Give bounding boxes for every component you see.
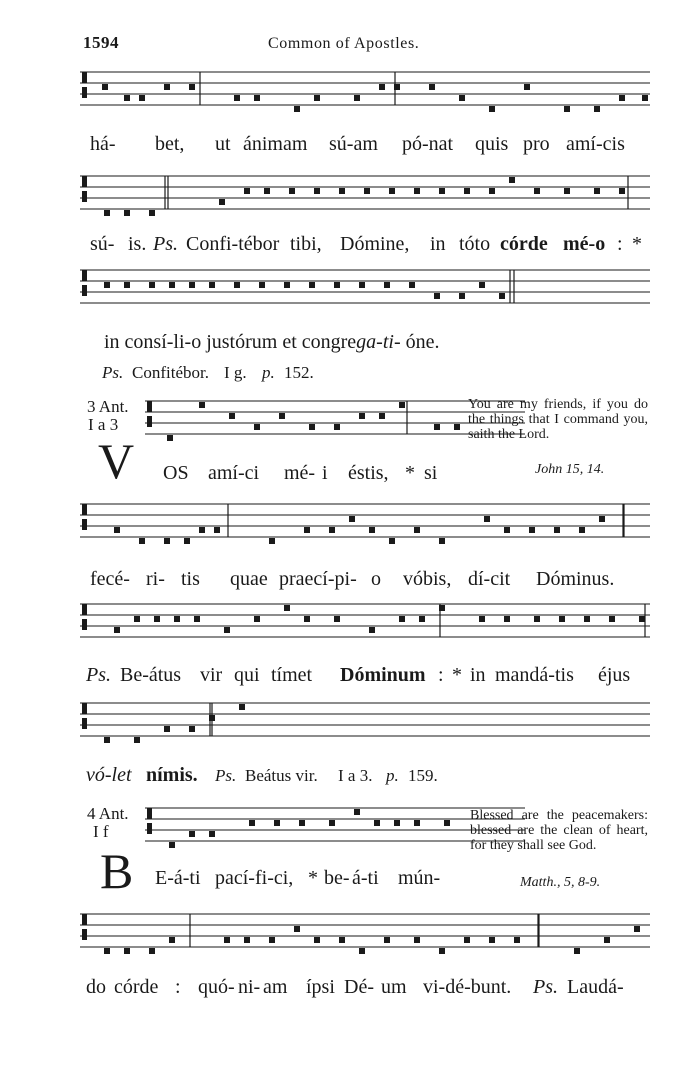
neume-note <box>139 538 145 544</box>
neume-note <box>239 704 245 710</box>
neume-note <box>224 937 230 943</box>
clef-icon <box>82 703 87 729</box>
music-staff-7 <box>80 695 650 759</box>
lyric-line-6 <box>0 664 681 694</box>
neume-note <box>269 538 275 544</box>
neume-note <box>534 616 540 622</box>
psalm-marker: Ps. <box>533 976 558 998</box>
psalm-reference-2 <box>0 766 681 796</box>
syllable: tibi, <box>290 233 322 255</box>
syllable: pro <box>523 133 550 155</box>
neume-note <box>429 84 435 90</box>
clef-icon <box>82 176 87 202</box>
neume-note <box>189 726 195 732</box>
asterisk: * <box>405 462 415 484</box>
neume-note <box>254 424 260 430</box>
syllable: sú-am <box>329 133 378 155</box>
neume-note <box>114 627 120 633</box>
lyric-line-1 <box>0 133 681 163</box>
syllable-accent: Dóminum <box>340 664 426 686</box>
neume-note <box>164 538 170 544</box>
syllable: mún- <box>398 867 441 889</box>
neume-note <box>489 188 495 194</box>
ref-text: Confitébor. <box>132 363 209 382</box>
lyric-line-3 <box>0 331 681 361</box>
syllable: bet, <box>155 133 185 155</box>
lyric-line-8 <box>0 867 681 897</box>
music-staff-1 <box>80 64 650 128</box>
lyric-line-5 <box>0 568 681 598</box>
neume-note <box>309 282 315 288</box>
neume-note <box>484 516 490 522</box>
neume-note <box>594 188 600 194</box>
neume-note <box>124 210 130 216</box>
neume-note <box>364 188 370 194</box>
neume-note <box>254 95 260 101</box>
syllable: vir <box>200 664 223 686</box>
neume-note <box>504 527 510 533</box>
syllable-accent: córde <box>500 233 548 255</box>
neume-note <box>434 424 440 430</box>
syllable: ni- <box>238 976 261 998</box>
neume-note <box>284 282 290 288</box>
antiphon-number: 4 Ant. <box>87 804 129 823</box>
clef-icon <box>147 401 152 427</box>
neume-note <box>434 293 440 299</box>
neume-note <box>439 948 445 954</box>
neume-note <box>579 527 585 533</box>
syllable: OS <box>163 462 189 484</box>
neume-note <box>134 737 140 743</box>
ref-num: 152. <box>284 363 314 382</box>
neume-note <box>389 538 395 544</box>
neume-note <box>399 616 405 622</box>
asterisk: * <box>452 664 462 686</box>
neume-note <box>149 282 155 288</box>
syllable: mandá-tis <box>495 664 574 686</box>
clef-icon <box>82 270 87 296</box>
neume-note <box>224 627 230 633</box>
ref-tone: I a 3. <box>338 766 373 785</box>
antiphon-mode: I a 3 <box>88 415 119 434</box>
neume-note <box>394 820 400 826</box>
syllable: vi-dé-bunt. <box>423 976 512 998</box>
page-title: Common of Apostles. <box>268 35 420 52</box>
ref-ps: Ps. <box>215 766 237 785</box>
neume-note <box>359 282 365 288</box>
neume-note <box>164 84 170 90</box>
syllable: in <box>430 233 446 255</box>
neume-note <box>384 282 390 288</box>
syllable: pací-fi-ci, <box>215 867 294 889</box>
syllable: Laudá- <box>567 976 624 998</box>
neume-note <box>104 737 110 743</box>
neume-note <box>584 616 590 622</box>
neume-note <box>329 527 335 533</box>
syllable: tóto <box>459 233 491 255</box>
neume-note <box>524 84 530 90</box>
neume-note <box>419 616 425 622</box>
neume-note <box>389 188 395 194</box>
neume-note <box>314 188 320 194</box>
psalm-marker: Ps. <box>153 233 178 255</box>
neume-note <box>339 188 345 194</box>
syllable: : <box>438 664 444 686</box>
syllable: amí-ci <box>208 462 260 484</box>
neume-note <box>479 282 485 288</box>
clef-icon <box>82 504 87 530</box>
neume-note <box>642 95 648 101</box>
neume-note <box>534 188 540 194</box>
neume-note <box>314 95 320 101</box>
neume-note <box>169 842 175 848</box>
neume-note <box>639 616 645 622</box>
translation-4: Blessed are the peacemakers: blessed are the clean of heart, for they shall see God. <box>470 808 648 853</box>
music-staff-6 <box>80 596 650 660</box>
syllable: E-á-ti <box>155 867 201 889</box>
ref-p: p. <box>262 363 275 382</box>
neume-note <box>384 937 390 943</box>
neume-note <box>254 616 260 622</box>
neume-note <box>244 937 250 943</box>
scripture-citation: Matth., 5, 8-9. <box>520 875 601 890</box>
neume-note <box>199 402 205 408</box>
neume-note <box>259 282 265 288</box>
syllable-accent: nímis. <box>146 764 198 786</box>
neume-note <box>409 282 415 288</box>
neume-note <box>167 435 173 441</box>
drop-cap: V <box>98 433 135 489</box>
verse-end: óne. <box>400 331 440 353</box>
neume-note <box>574 948 580 954</box>
ref-text: Beátus vir. <box>245 766 318 785</box>
neume-note <box>439 605 445 611</box>
neume-note <box>314 937 320 943</box>
syllable: i <box>322 462 328 484</box>
neume-note <box>104 210 110 216</box>
neume-note <box>209 831 215 837</box>
scripture-citation: John 15, 14. <box>535 462 605 477</box>
antiphon-mode: I f <box>93 822 109 841</box>
clef-icon <box>147 808 152 834</box>
syllable: : <box>617 233 623 255</box>
neume-note <box>169 282 175 288</box>
neume-note <box>329 820 335 826</box>
neume-note <box>489 106 495 112</box>
neume-note <box>234 282 240 288</box>
neume-note <box>279 413 285 419</box>
neume-note <box>294 106 300 112</box>
neume-note <box>169 937 175 943</box>
neume-note <box>499 293 505 299</box>
syllable: quó- <box>198 976 235 998</box>
syllable-italic: vó-let <box>86 764 132 786</box>
syllable: : <box>175 976 181 998</box>
syllable: am <box>263 976 288 998</box>
neume-note <box>104 282 110 288</box>
neume-note <box>102 84 108 90</box>
neume-note <box>309 424 315 430</box>
neume-note <box>304 527 310 533</box>
neume-note <box>149 210 155 216</box>
neume-note <box>594 106 600 112</box>
neume-note <box>104 948 110 954</box>
neume-note <box>609 616 615 622</box>
psalm-marker: Ps. <box>86 664 111 686</box>
neume-note <box>489 937 495 943</box>
asterisk: * <box>308 867 318 889</box>
neume-note <box>464 937 470 943</box>
neume-note <box>209 282 215 288</box>
neume-note <box>374 820 380 826</box>
neume-note <box>304 616 310 622</box>
syllable: is. <box>128 233 147 255</box>
syllable: córde <box>114 976 159 998</box>
neume-note <box>134 616 140 622</box>
syllable: Dómine, <box>340 233 410 255</box>
clef-icon <box>82 72 87 98</box>
syllable: qui <box>234 664 260 686</box>
syllable: fecé- <box>90 568 130 590</box>
syllable: Dóminus. <box>536 568 615 590</box>
syllable: á-ti <box>352 867 379 889</box>
neume-note <box>439 188 445 194</box>
syllable: praecí-pi- <box>279 568 357 590</box>
neume-note <box>184 538 190 544</box>
neume-note <box>234 95 240 101</box>
neume-note <box>554 527 560 533</box>
music-staff-5 <box>80 496 650 560</box>
neume-note <box>114 527 120 533</box>
neume-note <box>294 926 300 932</box>
syllable: pó-nat <box>402 133 454 155</box>
syllable: o <box>371 568 381 590</box>
neume-note <box>189 282 195 288</box>
verse-main: in consí-li-o justórum et congre <box>104 331 357 353</box>
syllable: éjus <box>598 664 631 686</box>
syllable: dí-cit <box>468 568 511 590</box>
neume-note <box>464 188 470 194</box>
neume-note <box>194 616 200 622</box>
ref-num: 159. <box>408 766 438 785</box>
neume-note <box>269 937 275 943</box>
neume-note <box>229 413 235 419</box>
syllable: há- <box>90 133 116 155</box>
neume-note <box>564 106 570 112</box>
neume-note <box>559 616 565 622</box>
neume-note <box>454 424 460 430</box>
verse-text <box>104 331 440 354</box>
neume-note <box>124 95 130 101</box>
neume-note <box>299 820 305 826</box>
syllable-accent: mé-o <box>563 233 606 255</box>
translation-3: You are my friends, if you do the things that I command you, saith the Lord. <box>468 397 648 442</box>
neume-note <box>529 527 535 533</box>
neume-note <box>154 616 160 622</box>
neume-note <box>414 937 420 943</box>
syllable: quis <box>475 133 509 155</box>
syllable: um <box>381 976 407 998</box>
neume-note <box>619 188 625 194</box>
syllable: in <box>470 664 486 686</box>
lyric-line-4 <box>0 462 681 492</box>
neume-note <box>209 715 215 721</box>
syllable: mé- <box>284 462 316 484</box>
clef-icon <box>82 604 87 630</box>
syllable: do <box>86 976 106 998</box>
music-staff-9 <box>80 906 650 970</box>
neume-note <box>284 605 290 611</box>
neume-note <box>414 527 420 533</box>
syllable: Confi-tébor <box>186 233 280 255</box>
neume-note <box>564 188 570 194</box>
neume-note <box>604 937 610 943</box>
syllable: ri- <box>146 568 165 590</box>
neume-note <box>439 538 445 544</box>
syllable: Be-átus <box>120 664 182 686</box>
lyric-line-2 <box>0 233 681 263</box>
syllable: tis <box>181 568 200 590</box>
neume-note <box>214 527 220 533</box>
antiphon-number: 3 Ant. <box>87 397 129 416</box>
neume-note <box>514 937 520 943</box>
ref-ps: Ps. <box>102 363 124 382</box>
neume-note <box>189 84 195 90</box>
music-staff-2 <box>80 168 650 232</box>
ref-tone: I g. <box>224 363 247 382</box>
neume-note <box>354 809 360 815</box>
music-staff-3 <box>80 262 650 326</box>
neume-note <box>174 616 180 622</box>
neume-note <box>619 95 625 101</box>
neume-note <box>334 282 340 288</box>
neume-note <box>164 726 170 732</box>
neume-note <box>219 199 225 205</box>
neume-note <box>124 948 130 954</box>
neume-note <box>359 948 365 954</box>
lyric-line-9 <box>0 976 681 1006</box>
neume-note <box>289 188 295 194</box>
neume-note <box>249 820 255 826</box>
syllable: tímet <box>271 664 313 686</box>
neume-note <box>274 820 280 826</box>
neume-note <box>199 527 205 533</box>
syllable: ípsi <box>306 976 335 998</box>
neume-note <box>504 616 510 622</box>
clef-icon <box>82 914 87 940</box>
syllable: éstis, <box>348 462 389 484</box>
neume-note <box>399 402 405 408</box>
psalm-reference-1 <box>0 363 681 393</box>
drop-cap: B <box>100 843 134 899</box>
neume-note <box>509 177 515 183</box>
neume-note <box>244 188 250 194</box>
neume-note <box>379 84 385 90</box>
neume-note <box>339 937 345 943</box>
neume-note <box>459 95 465 101</box>
verse-italic: ga-ti- <box>356 331 401 353</box>
neume-note <box>264 188 270 194</box>
neume-note <box>414 188 420 194</box>
neume-note <box>354 95 360 101</box>
neume-note <box>359 413 365 419</box>
neume-note <box>444 820 450 826</box>
syllable: ánimam <box>243 133 308 155</box>
neume-note <box>599 516 605 522</box>
neume-note <box>349 516 355 522</box>
syllable: Dé- <box>344 976 374 998</box>
syllable: quae <box>230 568 268 590</box>
neume-note <box>369 527 375 533</box>
syllable: vóbis, <box>403 568 452 590</box>
syllable: amí-cis <box>566 133 625 155</box>
syllable: be- <box>324 867 350 889</box>
neume-note <box>369 627 375 633</box>
neume-note <box>634 926 640 932</box>
syllable: si <box>424 462 438 484</box>
neume-note <box>414 820 420 826</box>
asterisk: * <box>632 233 642 255</box>
neume-note <box>394 84 400 90</box>
neume-note <box>149 948 155 954</box>
ref-p: p. <box>386 766 399 785</box>
page-number: 1594 <box>83 33 119 52</box>
neume-note <box>124 282 130 288</box>
neume-note <box>189 831 195 837</box>
neume-note <box>334 424 340 430</box>
neume-note <box>379 413 385 419</box>
neume-note <box>479 616 485 622</box>
syllable: ut <box>215 133 231 155</box>
neume-note <box>459 293 465 299</box>
syllable: sú- <box>90 233 115 255</box>
neume-note <box>139 95 145 101</box>
neume-note <box>334 616 340 622</box>
